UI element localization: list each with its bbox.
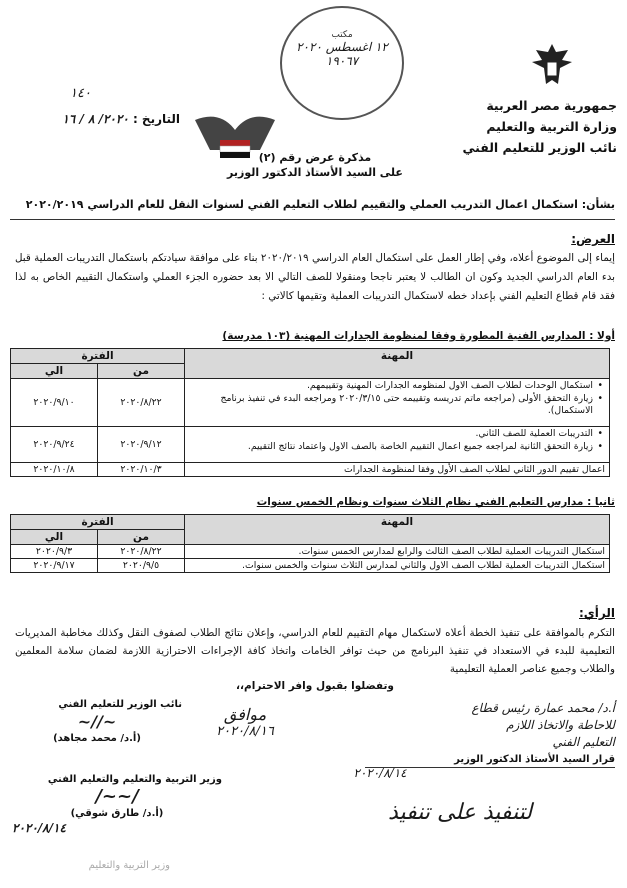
s1-col-to: الي <box>11 364 98 379</box>
deputy-title: نائب الوزير للتعليم الفني <box>58 699 182 710</box>
referral-line3: التعليم الفني <box>552 735 615 749</box>
stamp-date: ١٢ اغسطس ٢٠٢٠ <box>296 40 388 54</box>
s1-row3-to: ٢٠٢٠/١٠/٨ <box>11 463 98 477</box>
deputy-name: (أ.د/ محمد مجاهد) <box>53 733 141 744</box>
memo-heading <box>215 150 415 180</box>
list-item: • زيارة التحقق الثانية لمراجعه جميع اعمال التقييم الخاصة بالصف الاول واعتماد نتائج التقييم. <box>189 441 593 454</box>
minister-signature-block <box>12 772 222 836</box>
handwritten-date: ٢٠٢٠/٨/١٤ <box>353 766 407 780</box>
s2-row2-from: ٢٠٢٠/٩/٥ <box>98 559 185 573</box>
minister-decision-label: قرار السيد الأستاذ الدكتور الوزير <box>365 752 615 768</box>
table-row <box>11 379 610 427</box>
approval-date: ٢٠٢٠/٨/١٦ <box>216 724 274 739</box>
s2-row1-task: استكمال التدريبات العملية لطلاب الصف الثالث والرابع لمدارس الخمس سنوات. <box>185 545 610 559</box>
list-item: • استكمال الوحدات لطلاب الصف الاول لمنظومه الجدارات المهنية وتقييمهم. <box>189 380 593 393</box>
ministry-name: وزارة التربية والتعليم <box>486 119 617 134</box>
section1-table <box>10 348 610 477</box>
memo-date <box>20 112 180 126</box>
memo-title: مذكرة عرض رقم (٢) <box>258 151 372 164</box>
s1-col-period: الفترة <box>11 349 185 364</box>
deputy-signature: ~//~ <box>77 712 117 731</box>
handwritten-approval <box>180 705 310 739</box>
approval-text: موافق <box>223 705 267 724</box>
country-name: جمهورية مصر العربية <box>486 98 617 113</box>
date-value: ٢٠٢٠/ ٨ / ١٦ <box>62 112 129 126</box>
referral-line2: للاحاطة والاتخاذ اللازم <box>506 718 615 732</box>
subject-divider <box>10 219 615 220</box>
s2-col-period: الفترة <box>11 515 185 530</box>
presentation-heading: العرض: <box>571 232 615 246</box>
incoming-stamp <box>280 6 404 120</box>
memo-recipient: على السيد الأستاذ الدكتور الوزير <box>227 166 403 179</box>
date-label: التاريخ : <box>132 112 180 126</box>
minister-title: وزير التربية والتعليم والتعليم الفني <box>47 774 222 785</box>
s2-row1-from: ٢٠٢٠/٨/٢٢ <box>98 545 185 559</box>
s1-row1-to: ٢٠٢٠/٩/١٠ <box>11 379 98 427</box>
s1-row2-to: ٢٠٢٠/٩/٢٤ <box>11 427 98 463</box>
s1-row3-task: اعمال تقييم الدور الثاني لطلاب الصف الأول وفقا لمنظومة الجدارات <box>185 463 610 477</box>
referral-line1: أ.د/ محمد عمارة رئيس قطاع <box>471 701 615 715</box>
deputy-office: نائب الوزير للتعليم الفني <box>462 140 617 155</box>
s1-row3-from: ٢٠٢٠/١٠/٣ <box>98 463 185 477</box>
s2-row2-task: استكمال التدريبات العملية لطلاب الصف الاول والثاني لمدارس الثلاث سنوات والخمس سنوات. <box>185 559 610 573</box>
closing-line: وتفضلوا بقبول وافر الاحترام،، <box>236 680 394 692</box>
s1-row1-task <box>185 379 610 427</box>
stamp-text: مكتب <box>331 30 353 40</box>
list-item: • زيارة التحقق الأولى (مراجعه ماتم تدريسه وتقييمه حتى ٢٠٢٠/٣/١٥ ومراجعه البدء في تنفيذ برنامج الاستكمال). <box>189 393 593 418</box>
minister-name: (أ.د/ طارق شوقي) <box>70 808 164 819</box>
eagle-emblem-icon <box>528 40 576 90</box>
handwritten-directive: لتنفيذ على تنفيذ <box>387 800 533 825</box>
section2-table <box>10 514 610 573</box>
opinion-heading: الرأي: <box>579 606 615 620</box>
minister-date: ٢٠٢٠/٨/١٤ <box>12 821 66 835</box>
faint-footer-text: وزير التربية والتعليم <box>88 860 170 871</box>
reference-number: ١٤٠ <box>70 86 91 101</box>
table-row <box>11 463 610 477</box>
table-row <box>11 559 610 573</box>
minister-signature: /~~/ <box>95 786 139 807</box>
s2-row1-to: ٢٠٢٠/٩/٣ <box>11 545 98 559</box>
s1-row1-from: ٢٠٢٠/٨/٢٢ <box>98 379 185 427</box>
table-row <box>11 545 610 559</box>
s2-col-task: المهنة <box>185 515 610 545</box>
s1-row2-from: ٢٠٢٠/٩/١٢ <box>98 427 185 463</box>
s2-row2-to: ٢٠٢٠/٩/١٧ <box>11 559 98 573</box>
s2-col-to: الي <box>11 530 98 545</box>
section2-title: ثانيا : مدارس التعليم الفني نظام الثلاث سنوات ونظام الخمس سنوات <box>256 496 615 508</box>
table-row <box>11 427 610 463</box>
s1-col-from: من <box>98 364 185 379</box>
memo-subject: بشأن: استكمال اعمال التدريب العملي والتقييم لطلاب التعليم الفني لسنوات النقل للعام الدراسي ٢٠٢٠/٢٠١٩ <box>25 198 615 211</box>
list-item: • التدريبات العملية للصف الثاني. <box>189 428 593 441</box>
s1-col-task: المهنة <box>185 349 610 379</box>
handwritten-referral <box>335 700 615 751</box>
presentation-paragraph: إيماء إلى الموضوع أعلاه، وفي إطار العمل على استكمال العام الدراسي ٢٠٢٠/٢٠١٩ بناء على موافقة سيادتكم باستكمال التدريبات العملية قبل بدء العام الدراسي الجديد وكون ان الطالب لا يعتبر ناجحا ومنقولا للصف التالي الا بعد حضوره الجزء العملي واستكمال التقييم الخاص به لذا فقد قام قطاع التعليم الفني بإعداد خطه لاستكمال التدريبات العملية وتقيمها كالاتي : <box>15 252 615 302</box>
s1-row2-task <box>185 427 610 463</box>
ministry-header <box>457 95 617 158</box>
deputy-signature-block <box>12 697 182 746</box>
s2-col-from: من <box>98 530 185 545</box>
opinion-paragraph: التكرم بالموافقة على تنفيذ الخطة أعلاه لاستكمال مهام التقييم للعام الدراسي، وإعلان نتائج الطلاب لصفوف النقل وكذلك مخاطبة المديريات التعليمية للبدء في الاستعداد في تنفيذ البرنامج من حيث توافر الخامات واتخاذ كافة الإجراءات الاحترازية اللازمة لضمان سلامة المعلمين والطلاب وجميع عناصر العملية التعليمية <box>15 627 615 675</box>
section1-title: أولا : المدارس الفنية المطورة وفقا لمنظومة الجدارات المهنية (١٠٣ مدرسة) <box>222 330 615 342</box>
stamp-number: ١٩٠٦٧ <box>325 54 359 68</box>
